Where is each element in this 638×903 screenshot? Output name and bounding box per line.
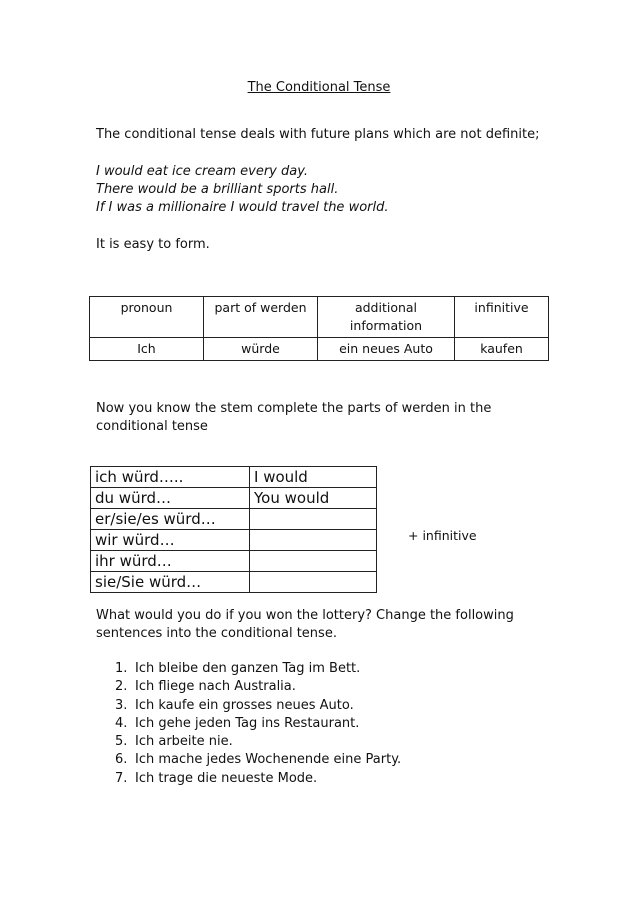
- list-number: 7.: [115, 770, 128, 786]
- stem-cell: er/sie/es würd…: [91, 509, 250, 530]
- table-header-row: [90, 297, 549, 338]
- page-title: The Conditional Tense: [247, 80, 391, 95]
- table-row: [91, 572, 377, 593]
- sentence-text: Ich arbeite nie.: [135, 734, 233, 750]
- cell-infinitive: kaufen: [455, 338, 549, 361]
- list-number: 6.: [115, 752, 128, 768]
- sentence-text: Ich gehe jeden Tag ins Restaurant.: [135, 715, 360, 731]
- translation-cell: [250, 572, 377, 593]
- sentence-text: Ich mache jedes Wochenende eine Party.: [135, 752, 402, 768]
- sentence-list: [115, 660, 401, 788]
- table-row: [91, 530, 377, 551]
- cell-pronoun: Ich: [90, 338, 204, 361]
- sentence-text: Ich bleibe den ganzen Tag im Bett.: [135, 661, 361, 676]
- table-row: [91, 467, 377, 488]
- list-item: [115, 660, 401, 678]
- stem-cell: ihr würd…: [91, 551, 250, 572]
- list-item: [115, 733, 401, 751]
- cell-werden: würde: [204, 338, 318, 361]
- plus-infinitive-note: + infinitive: [408, 528, 477, 543]
- table-row: [91, 509, 377, 530]
- translation-cell: [250, 551, 377, 572]
- list-number: 5.: [115, 734, 128, 750]
- list-number: 1.: [115, 661, 128, 676]
- list-number: 4.: [115, 715, 128, 731]
- intro-text: The conditional tense deals with future plans which are not definite;: [96, 127, 540, 142]
- list-item: [115, 715, 401, 733]
- werden-table: [90, 466, 377, 593]
- structure-table: [89, 296, 549, 361]
- list-number: 3.: [115, 697, 128, 713]
- list-item: [115, 697, 401, 715]
- sentence-text: Ich trage die neueste Mode.: [135, 770, 318, 786]
- list-number: 2.: [115, 679, 128, 695]
- translation-cell: I would: [250, 467, 377, 488]
- table-row: [91, 551, 377, 572]
- stem-cell: wir würd…: [91, 530, 250, 551]
- cell-additional: ein neues Auto: [318, 338, 455, 361]
- translation-cell: [250, 530, 377, 551]
- stem-cell: ich würd…..: [91, 467, 250, 488]
- header-pronoun: pronoun: [90, 297, 204, 338]
- table-row: [90, 338, 549, 361]
- translation-cell: You would: [250, 488, 377, 509]
- stem-cell: sie/Sie würd…: [91, 572, 250, 593]
- example-line: I would eat ice cream every day.: [96, 164, 309, 179]
- header-infinitive: infinitive: [455, 297, 549, 338]
- lottery-instruction: What would you do if you won the lottery? Change the following sentences into the conditional tense.: [96, 608, 514, 641]
- example-line: There would be a brilliant sports hall.: [96, 182, 339, 197]
- table-row: [91, 488, 377, 509]
- stem-instruction: Now you know the stem complete the parts of werden in the conditional tense: [96, 401, 492, 434]
- translation-cell: [250, 509, 377, 530]
- header-additional: additional information: [318, 297, 455, 338]
- examples: [96, 163, 389, 217]
- list-item: [115, 770, 401, 788]
- list-item: [115, 678, 401, 696]
- list-item: [115, 751, 401, 769]
- sentence-text: Ich kaufe ein grosses neues Auto.: [135, 697, 354, 713]
- stem-cell: du würd…: [91, 488, 250, 509]
- header-werden: part of werden: [204, 297, 318, 338]
- example-line: If I was a millionaire I would travel the world.: [96, 200, 389, 215]
- easy-text: It is easy to form.: [96, 237, 210, 252]
- sentence-text: Ich fliege nach Australia.: [135, 679, 296, 695]
